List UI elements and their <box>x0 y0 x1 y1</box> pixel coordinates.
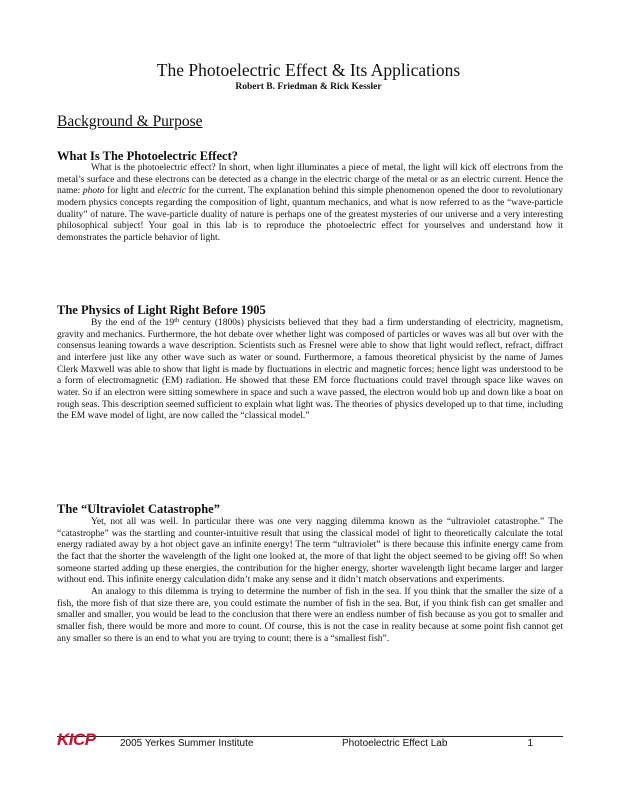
heading-ultraviolet-catastrophe: The “Ultraviolet Catastrophe” <box>57 502 220 516</box>
paragraph-physics-of-light <box>57 318 563 423</box>
text-run: century (1800s) physicists believed that they had a firm understanding of electricity, magnetism, gravity and mechanics. Furthermore, the hot debate over whether light was composed of particles or waves was all but over with the consensus leaning towards a wave description. Scientists such as Fresnel were able to show that light would reflect, refract, diffract and interfere just like any other wave such as water or sound. Furthermore, a famous theoretical physicist by the name of James Clerk Maxwell was able to show that light is made by fluctuations in electric and magnetic forces; hence light was understood to be a form of electromagnetic (EM) radiation. He showed that these EM force fluctuations could travel through space like waves on water. So if an electron were sitting somewhere in space and such a wave passed, the electron would bob up and down like a boat on rough seas. This description seemed sufficient to explain what light was. The theories of physics developed up to that time, including the EM wave model of light, are now called the “classical model.” <box>57 318 563 422</box>
paragraph-photoelectric-effect <box>57 163 563 245</box>
kicp-logo: KICP <box>57 730 96 749</box>
page-number: 1 <box>527 738 533 749</box>
footer-divider <box>57 736 563 737</box>
document-authors: Robert B. Friedman & Rick Kessler <box>235 82 382 92</box>
body-paragraph <box>57 587 563 645</box>
text-run: for the current. The explanation behind this simple phenomenon opened the door to revolutionary modern physics concepts regarding the composition of light, quantum mechanics, and what is now referred to as the “wave-particle duality” of nature. The wave-particle duality of nature is perhaps one of the greatest mysteries of our universe and a very interesting philosophical subject! Your goal in this lab is to reproduce the photoelectric effect for yourselves and understand how it demonstrates the particle behavior of light. <box>57 186 563 243</box>
superscript: th <box>174 317 180 324</box>
page-footer <box>57 730 563 754</box>
body-paragraph <box>57 517 563 587</box>
heading-photoelectric-effect: What Is The Photoelectric Effect? <box>57 149 238 163</box>
text-run: An analogy to this dilemma is trying to determine the number of fish in the sea. If you think that the smaller the size of a fish, the more fish of that size there are, you could estimate the number of fish in the sea. But, if you think fish can get smaller and smaller and smaller, you would be lead to the conclusion that there were an endless number of fish because as you got to smaller and smaller fish, there would be more and more to count. Of course, this is not the case in reality because at some point fish cannot get any smaller so there is an end to what you are trying to count; there is a “smallest fish”. <box>57 586 563 644</box>
italic-term: photo <box>82 186 105 197</box>
text-run: By the end of the 19 <box>91 318 175 328</box>
heading-physics-of-light: The Physics of Light Right Before 1905 <box>57 303 266 317</box>
footer-lab-name: Photoelectric Effect Lab <box>342 738 448 749</box>
footer-institute: 2005 Yerkes Summer Institute <box>120 738 254 749</box>
paragraph-ultraviolet-catastrophe <box>57 517 563 645</box>
text-run: Yet, not all was well. In particular there was one very nagging dilemma known as the “ultraviolet catastrophe.” The “catastrophe” was the startling and counter-intuitive result that using the classical model of light to theoretically calculate the total energy radiated away by a hot object gave an infinite energy! The term “ultraviolet” is there because this infinite energy came from the fact that the shorter the wavelength of the light one looked at, the more of that light the object seemed to be giving off! So when someone started adding up these energies, the contribution for the higher energy, shorter wavelength light became larger and larger without end. This infinite energy calculation didn’t make any sense and it didn’t match observations and experiments. <box>57 517 563 586</box>
body-paragraph <box>57 163 563 245</box>
text-run: for light and <box>104 186 158 197</box>
body-paragraph <box>57 318 563 423</box>
document-title: The Photoelectric Effect & Its Applications <box>156 60 461 80</box>
section-heading: Background & Purpose <box>57 113 203 130</box>
italic-term: electric <box>157 186 186 197</box>
text-run: What is the photoelectric effect? In short, when light illuminates a piece of metal, the light will kick off electrons from the metal’s surface and these electrons can be detected as a change in the electric charge of the metal or as an electric current. Hence the name: <box>57 163 563 197</box>
